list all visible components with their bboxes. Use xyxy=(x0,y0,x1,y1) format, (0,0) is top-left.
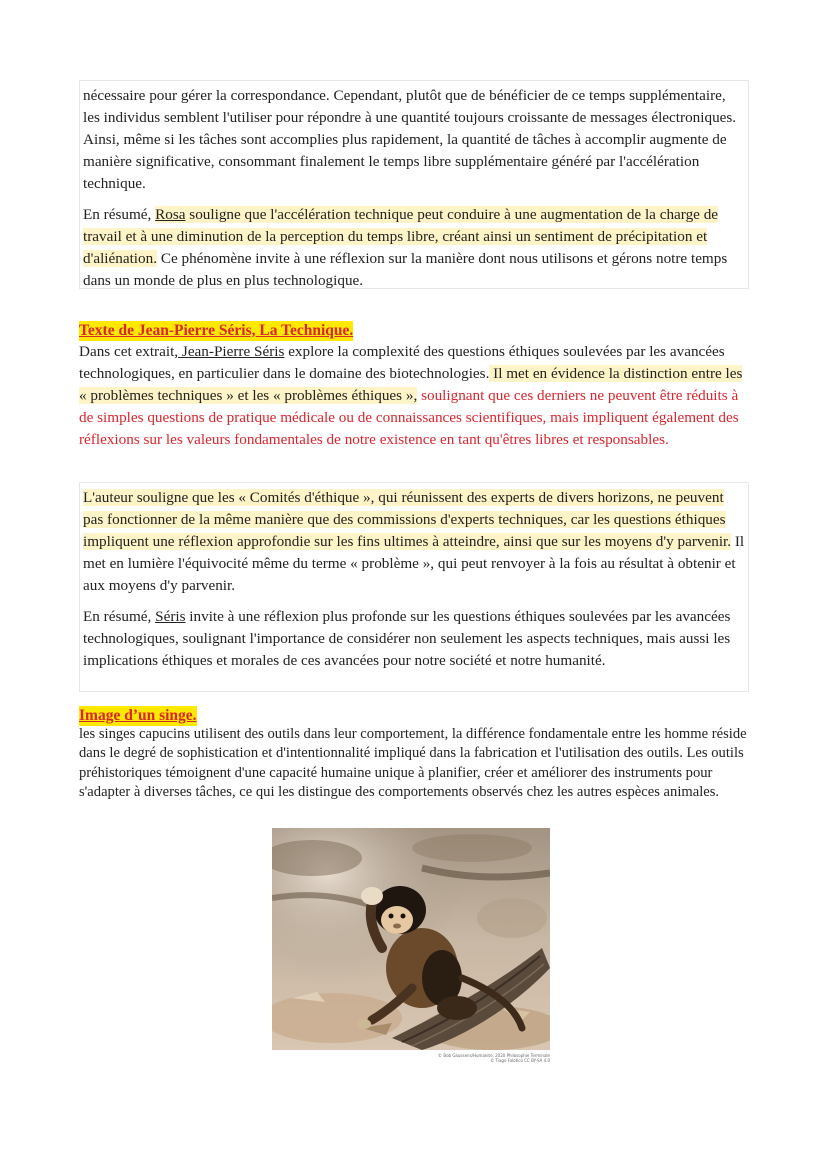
highlight-comites: L'auteur souligne que les « Comités d'éthique », qui réunissent des experts de divers horizons, ne peuvent pas fonctionner de la même manière que des commissions d'experts techniques, car les questions éthiques impliquent une réflexion approfondie sur les fins ultimes à atteindre, ainsi que sur les moyens d'y parvenir. xyxy=(83,489,732,550)
paragraph-comites xyxy=(83,487,745,597)
summary-rest: Ce phénomène invite à une réflexion sur la manière dont nous utilisons et gérons notre temps dans un monde de plus en plus technologique. xyxy=(83,250,728,289)
author-name-seris: Jean-Pierre Séris xyxy=(178,343,285,360)
author-name-seris-2: Séris xyxy=(155,608,186,625)
heading-singe: Image d’un singe. xyxy=(79,707,197,724)
intro-text: Dans cet extrait, xyxy=(79,343,179,360)
paragraph-seris-summary xyxy=(83,606,745,672)
summary-intro: En résumé, xyxy=(83,608,156,625)
highlight-distinction: Il met en évidence la distinction entre les « problèmes techniques » et les « problèmes éthiques », xyxy=(79,365,743,404)
heading-seris: Texte de Jean-Pierre Séris, La Technique. xyxy=(79,322,354,339)
paragraph-seris-intro xyxy=(79,341,751,451)
summary-intro: En résumé, xyxy=(83,206,156,223)
rosa-text-box xyxy=(79,80,749,289)
monkey-photo xyxy=(272,828,550,1050)
highlight-rosa: souligne que l'accélération technique peut conduire à une augmentation de la charge de travail et à une diminution de la perception du temps libre, créant ainsi un sentiment de précipitation et d'aliénation. xyxy=(83,206,719,267)
red-text-values: soulignant que ces derniers ne peuvent être réduits à de simples questions de pratique médicale ou de connaissances scientifiques, mais impliquent également des réflexions sur les valeurs fondamentales de notre existence en tant qu'êtres libres et responsables. xyxy=(79,387,739,448)
summary-rest: invite à une réflexion plus profonde sur les questions éthiques soulevées par les avancées technologiques, soulignant l'importance de considérer non seulement les aspects techniques, mais aussi les implications éthiques et morales de ces avancées pour notre société et notre humanité. xyxy=(83,608,731,669)
paragraph-correspondance: nécessaire pour gérer la correspondance. Cependant, plutôt que de bénéficier de ce temps supplémentaire, les individus semblent l'utiliser pour répondre à une quantité toujours croissante de messages électroniques. Ainsi, même si les tâches sont accomplies plus rapidement, la quantité de tâches à accomplir augmente de manière significative, consommant finalement le temps libre supplémentaire généré par l'accélération technique. xyxy=(83,87,737,192)
author-name-rosa: Rosa xyxy=(155,206,186,223)
photo-credit-1: © Bob Gaussens/Humanite, 2020 Philosophie Terminale xyxy=(438,1053,550,1058)
seris-text-box xyxy=(79,482,749,692)
comites-rest: Il met en lumière l'équivocité même du terme « problème », qui peut renvoyer à la fois au résultat à obtenir et aux moyens d'y parvenir. xyxy=(83,533,745,594)
paragraph-rosa-summary xyxy=(83,204,745,292)
intro-text-b: explore la complexité des questions éthiques soulevées par les avancées technologiques, en particulier dans le domaine des biotechnologies. xyxy=(79,343,725,382)
photo-credit-2: © Tiago Falotico CC BY-SA 4.0 xyxy=(490,1058,550,1063)
paragraph-singe: les singes capucins utilisent des outils dans leur comportement, la différence fondamentale entre les homme réside dans le degré de sophistication et d'intentionnalité impliqué dans la fabrication et l'utilisation des outils. Les outils préhistoriques témoignent d'une capacité humaine unique à planifier, créer et améliorer des instruments pour s'adapter à diverses tâches, ce qui les distingue des comportements observés chez les autres espèces animales. xyxy=(79,726,747,801)
